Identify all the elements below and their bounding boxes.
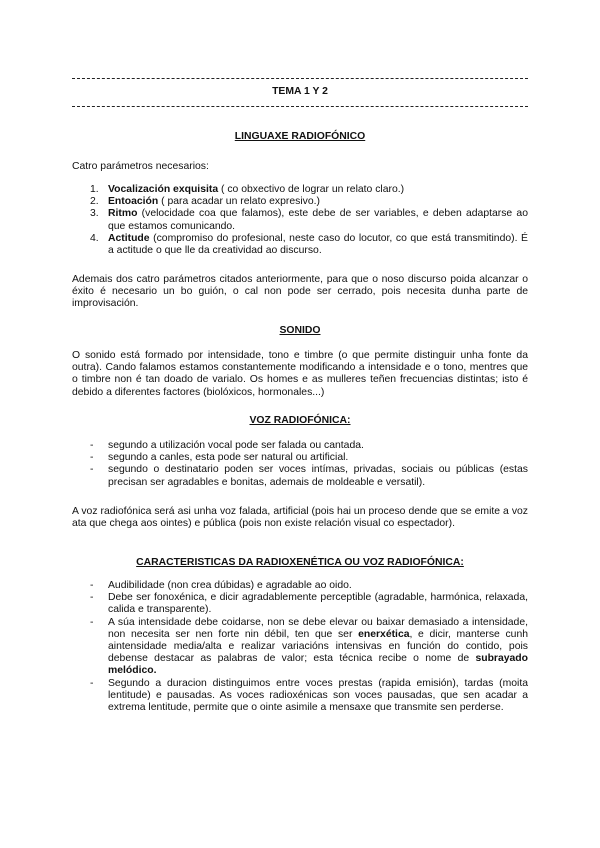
item-number: 1. bbox=[90, 184, 99, 195]
item-text: segundo a utilización vocal pode ser falada ou cantada. bbox=[108, 440, 364, 451]
linguaxe-paragraph: Ademais dos catro parámetros citados anteriormente, para que o noso discurso poida alcanzar o éxito é necesario un bo guión, o cal non pode ser cerrado, pois necesita dunha parte de improvisación. bbox=[72, 274, 528, 310]
item-text: , e dicir, manterse cunh aintensidade media/alta e realizar variacións intensivas en función do contido, pois debense destacar as palabras de valor; esta técnica recibe o nome de bbox=[108, 628, 529, 665]
bullet-dash: - bbox=[90, 464, 94, 476]
parameters-list bbox=[72, 184, 528, 257]
list-item bbox=[72, 452, 528, 464]
bullet-dash: - bbox=[90, 440, 94, 451]
bullet-dash: - bbox=[90, 677, 94, 689]
item-text: ( para acadar un relato expresivo.) bbox=[158, 196, 320, 208]
list-item bbox=[72, 233, 528, 257]
divider-top bbox=[72, 78, 528, 79]
item-text: Debe ser fonoxénica, e dicir agradablemente perceptible (agradable, harmónica, relaxada, calida e transparente). bbox=[108, 592, 528, 616]
heading-voz: VOZ RADIOFÓNICA: bbox=[249, 415, 351, 426]
voz-list bbox=[72, 440, 528, 489]
list-item bbox=[72, 580, 528, 592]
item-number: 2. bbox=[90, 196, 99, 208]
sonido-paragraph: O sonido está formado por intensidade, tono e timbre (o que permite distinguir unha fonte da outra). Cando falamos estamos constantemente modificando a intensidade e o tono, mentres que o timbre non é tan doado de varialo. Os homes e as mulleres teñen frecuencias distintas; isto é debido a diferentes factores (biolóxicos, hormonales...) bbox=[72, 350, 528, 398]
list-item bbox=[72, 208, 528, 232]
item-term: Vocalización exquisita bbox=[108, 184, 219, 195]
document-title: TEMA 1 Y 2 bbox=[272, 86, 328, 97]
item-term: subrayado melódico. bbox=[108, 653, 528, 677]
item-text: Audibilidade (non crea dúbidas) e agradable ao oido. bbox=[108, 580, 352, 591]
item-text: (velocidade coa que falamos), este debe de ser variables, e deben adaptarse ao que estamos comunicando. bbox=[108, 208, 528, 232]
item-term: enerxética bbox=[358, 628, 410, 640]
item-number: 3. bbox=[90, 208, 99, 220]
item-text: segundo o destinatario poden ser voces intímas, privadas, sociais ou públicas (estas precisan ser agradables e bonitas, ademais de moldeable e versatil). bbox=[108, 464, 528, 488]
item-text: segundo a canles, esta pode ser natural ou artificial. bbox=[108, 452, 349, 464]
heading-sonido: SONIDO bbox=[279, 325, 321, 336]
heading-linguaxe: LINGUAXE RADIOFÓNICO bbox=[234, 131, 366, 142]
bullet-dash: - bbox=[90, 580, 94, 591]
item-term: Ritmo bbox=[108, 208, 138, 220]
item-text: A súa intensidade debe coidarse, non se debe elevar ou baixar demasiado a intensidade, non necesita ser nen forte nin débil, ten que ser bbox=[108, 616, 528, 640]
list-item bbox=[72, 592, 528, 616]
caracteristicas-list bbox=[72, 580, 528, 714]
list-item bbox=[72, 464, 528, 488]
item-text: Segundo a duracion distinguimos entre voces prestas (rapida emisión), tardas (moita lentitude) e pausadas. As voces radioxénicas son voces pausadas, que sen acadar a extrema lentitude, permite que o ointe asimile a mensaxe que transmite sen perderse. bbox=[108, 677, 528, 714]
heading-caracteristicas: CARACTERISTICAS DA RADIOXENÉTICA OU VOZ RADIOFÓNICA: bbox=[136, 557, 464, 568]
divider-bottom bbox=[72, 106, 528, 107]
bullet-dash: - bbox=[90, 616, 94, 628]
list-item bbox=[72, 184, 528, 196]
item-text: ( co obxectivo de lograr un relato claro.) bbox=[218, 184, 405, 195]
list-item bbox=[72, 678, 528, 715]
item-number: 4. bbox=[90, 232, 99, 244]
bullet-dash: - bbox=[90, 592, 94, 604]
list-item bbox=[72, 440, 528, 452]
item-text: (compromiso do profesional, neste caso do locutor, co que está transmitindo). É a actitude o que lle da creatividad ao discurso. bbox=[108, 232, 528, 257]
item-term: Entoación bbox=[108, 196, 159, 208]
item-term: Actitude bbox=[108, 232, 150, 244]
bullet-dash: - bbox=[90, 452, 94, 464]
linguaxe-intro: Catro parámetros necesarios: bbox=[72, 161, 209, 172]
list-item bbox=[72, 617, 528, 678]
voz-paragraph: A voz radiofónica será asi unha voz falada, artificial (pois hai un proceso dende que se emite a voz ata que chega aos ointes) e pública (pois non existe relación visual co espectador). bbox=[72, 506, 528, 530]
list-item bbox=[72, 196, 528, 208]
